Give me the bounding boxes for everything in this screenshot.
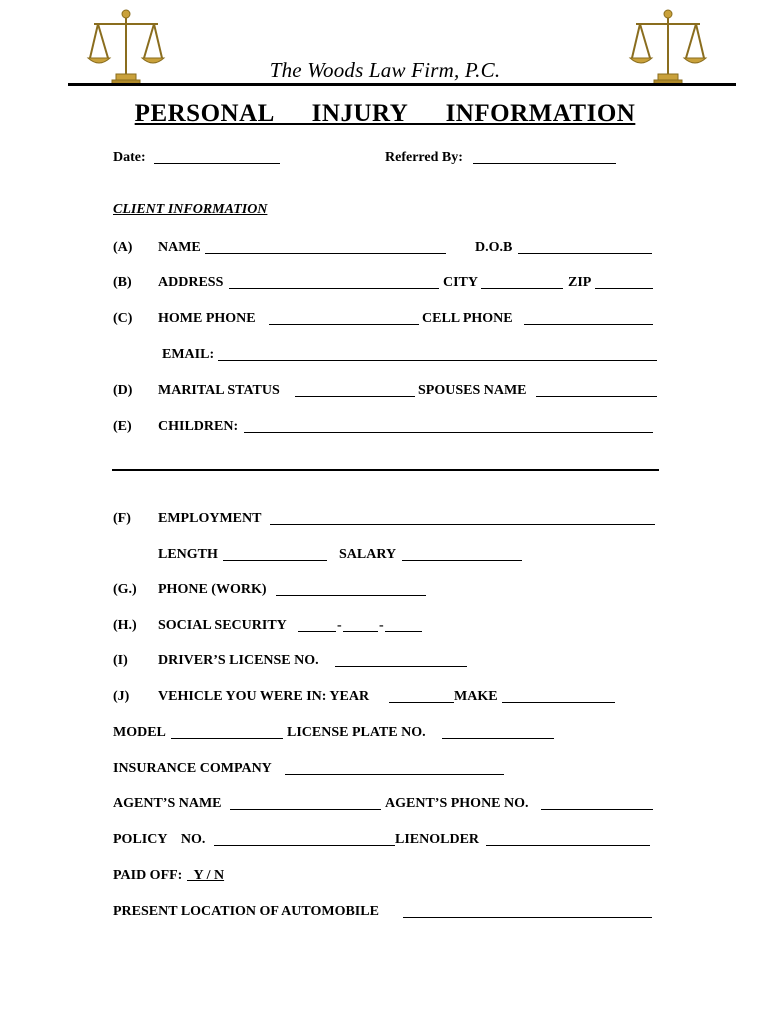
salary-label: SALARY [339, 547, 397, 562]
name-label: NAME [158, 240, 201, 255]
children-field[interactable] [244, 432, 653, 433]
insurance-company-label: INSURANCE COMPANY [113, 761, 272, 776]
ssn-part3-field[interactable] [385, 631, 422, 632]
name-field[interactable] [205, 253, 446, 254]
model-field[interactable] [171, 738, 283, 739]
ssn-row [113, 616, 673, 636]
phone-row [113, 309, 673, 329]
make-field[interactable] [502, 702, 615, 703]
section-heading: CLIENT INFORMATION [113, 202, 268, 217]
lienholder-label: LIENOLDER [395, 832, 480, 847]
agents-phone-field[interactable] [541, 809, 653, 810]
dob-field[interactable] [518, 253, 652, 254]
item-letter: (G.) [113, 582, 137, 597]
children-row [113, 417, 673, 437]
make-label: MAKE [454, 689, 498, 704]
address-row [113, 273, 673, 293]
paid-off-options[interactable]: Y / N [187, 868, 225, 883]
length-label: LENGTH [158, 547, 218, 562]
zip-field[interactable] [595, 288, 653, 289]
insurance-row [113, 759, 673, 779]
length-salary-row [113, 545, 673, 565]
cell-phone-label: CELL PHONE [422, 311, 513, 326]
drivers-license-field[interactable] [335, 666, 467, 667]
length-field[interactable] [223, 560, 327, 561]
referred-by-label: Referred By: [385, 150, 463, 165]
work-phone-row [113, 580, 673, 600]
model-row [113, 723, 673, 743]
spouses-name-field[interactable] [536, 396, 657, 397]
agent-row [113, 794, 673, 814]
spouses-name-label: SPOUSES NAME [418, 383, 527, 398]
zip-label: ZIP [568, 275, 592, 290]
home-phone-label: HOME PHONE [158, 311, 256, 326]
children-label: CHILDREN: [158, 419, 239, 434]
email-field[interactable] [218, 360, 657, 361]
name-row [113, 238, 673, 258]
drivers-license-label: DRIVER’S LICENSE NO. [158, 653, 319, 668]
address-label: ADDRESS [158, 275, 224, 290]
section-divider [112, 469, 659, 471]
policy-no-field[interactable] [214, 845, 395, 846]
header-rule [68, 83, 736, 86]
drivers-license-row [113, 651, 673, 671]
paid-off-label: PAID OFF: [113, 868, 183, 883]
email-label: EMAIL: [162, 347, 215, 362]
policy-row [113, 830, 673, 850]
model-label: MODEL [113, 725, 166, 740]
present-location-field[interactable] [403, 917, 652, 918]
agents-phone-label: AGENT’S PHONE NO. [385, 796, 529, 811]
date-label: Date: [113, 150, 146, 165]
insurance-company-field[interactable] [285, 774, 504, 775]
dob-label: D.O.B [475, 240, 513, 255]
ssn-part1-field[interactable] [298, 631, 336, 632]
salary-field[interactable] [402, 560, 522, 561]
license-plate-field[interactable] [442, 738, 554, 739]
item-letter: (B) [113, 275, 132, 290]
date-field[interactable] [154, 163, 280, 164]
employment-label: EMPLOYMENT [158, 511, 262, 526]
email-row [113, 345, 673, 365]
marital-status-label: MARITAL STATUS [158, 383, 280, 398]
agents-name-label: AGENT’S NAME [113, 796, 222, 811]
ssn-dash: - [337, 618, 342, 633]
item-letter: (H.) [113, 618, 137, 633]
work-phone-label: PHONE (WORK) [158, 582, 267, 597]
location-row [113, 902, 673, 922]
date-row [113, 148, 673, 168]
referred-by-field[interactable] [473, 163, 616, 164]
agents-name-field[interactable] [230, 809, 381, 810]
vehicle-year-label: VEHICLE YOU WERE IN: YEAR [158, 689, 370, 704]
ssn-dash: - [379, 618, 384, 633]
vehicle-year-field[interactable] [389, 702, 454, 703]
social-security-label: SOCIAL SECURITY [158, 618, 287, 633]
vehicle-row [113, 687, 673, 707]
document-title: PERSONAL INJURY INFORMATION [134, 100, 636, 127]
item-letter: (J) [113, 689, 130, 704]
employment-row [113, 509, 673, 529]
item-letter: (F) [113, 511, 131, 526]
city-label: CITY [443, 275, 479, 290]
item-letter: (D) [113, 383, 133, 398]
ssn-part2-field[interactable] [343, 631, 378, 632]
item-letter: (E) [113, 419, 132, 434]
employment-field[interactable] [270, 524, 655, 525]
policy-no-label: POLICY NO. [113, 832, 206, 847]
item-letter: (C) [113, 311, 133, 326]
firm-name: The Woods Law Firm, P.C. [269, 58, 501, 82]
item-letter: (I) [113, 653, 128, 668]
license-plate-label: LICENSE PLATE NO. [287, 725, 426, 740]
marital-status-field[interactable] [295, 396, 415, 397]
marital-row [113, 381, 673, 401]
paid-off-row [113, 866, 673, 886]
cell-phone-field[interactable] [524, 324, 653, 325]
lienholder-field[interactable] [486, 845, 650, 846]
present-location-label: PRESENT LOCATION OF AUTOMOBILE [113, 904, 379, 919]
item-letter: (A) [113, 240, 133, 255]
city-field[interactable] [481, 288, 563, 289]
home-phone-field[interactable] [269, 324, 419, 325]
address-field[interactable] [229, 288, 439, 289]
work-phone-field[interactable] [276, 595, 426, 596]
